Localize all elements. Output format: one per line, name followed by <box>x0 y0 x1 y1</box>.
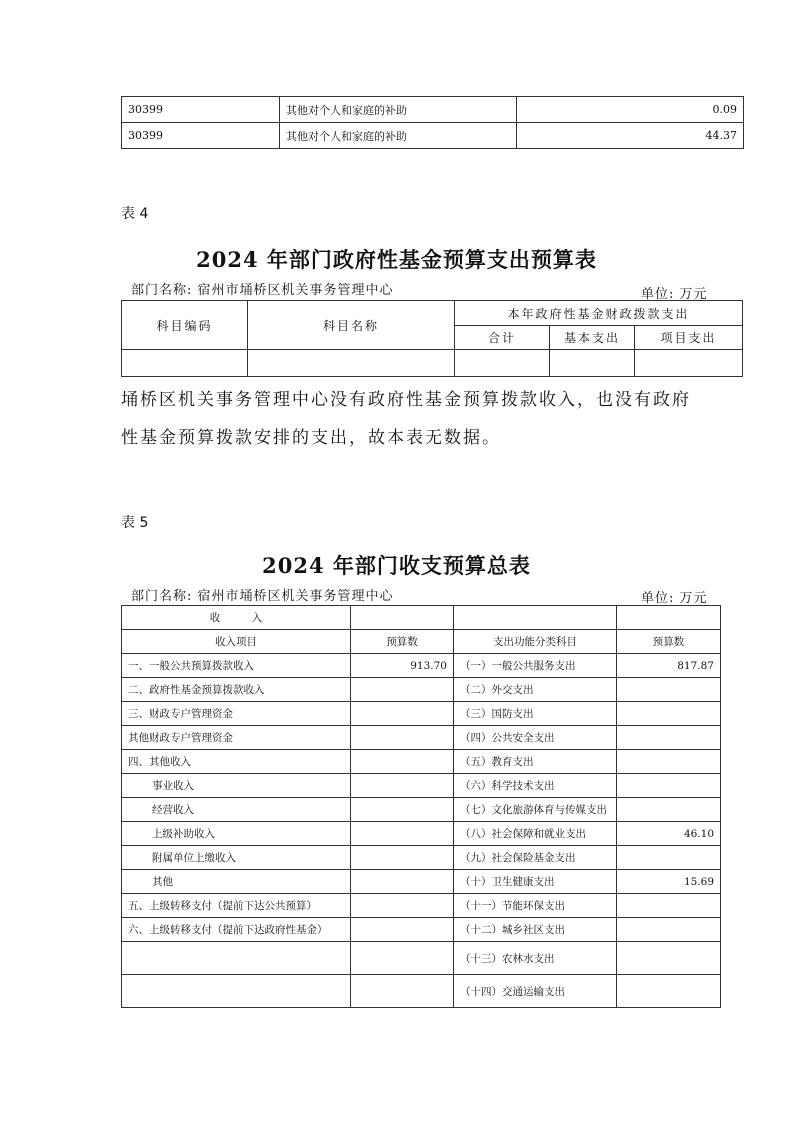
table-row <box>122 870 721 894</box>
table5-title: 2024 年部门收支预算总表 <box>262 553 531 578</box>
income-value <box>351 678 454 702</box>
note-line-1: 埇桥区机关事务管理中心没有政府性基金预算拨款收入，也没有政府 <box>121 390 691 410</box>
table4-label: 表 4 <box>121 206 149 222</box>
expense-value: 46.10 <box>617 822 721 846</box>
table5-dept-label: 部门名称: 宿州市埇桥区机关事务管理中心 <box>131 589 394 604</box>
col-header-expense-item: 支出功能分类科目 <box>454 630 617 654</box>
expense-item: （八）社会保障和就业支出 <box>454 822 617 846</box>
income-value <box>351 702 454 726</box>
table-row <box>122 846 721 870</box>
table-row <box>122 123 744 149</box>
empty-cell <box>550 350 635 377</box>
income-item: 事业收入 <box>122 774 351 798</box>
col-header-basic: 基本支出 <box>550 326 635 350</box>
income-value <box>351 798 454 822</box>
expense-item: （七）文化旅游体育与传媒支出 <box>454 798 617 822</box>
table5-unit-label: 单位: 万元 <box>641 591 708 606</box>
table-row <box>122 774 721 798</box>
empty-cell <box>122 350 248 377</box>
expense-item: （五）教育支出 <box>454 750 617 774</box>
empty-cell <box>351 606 454 630</box>
expense-value <box>617 942 721 975</box>
amount-cell: 44.37 <box>517 123 744 149</box>
income-value <box>351 846 454 870</box>
table4-dept-label: 部门名称: 宿州市埇桥区机关事务管理中心 <box>131 283 394 298</box>
income-value <box>351 918 454 942</box>
income-value <box>351 726 454 750</box>
income-item: 五、上级转移支付（提前下达公共预算） <box>122 894 351 918</box>
income-item: 二、政府性基金预算拨款收入 <box>122 678 351 702</box>
empty-cell <box>248 350 455 377</box>
table-row <box>122 894 721 918</box>
expense-item: （二）外交支出 <box>454 678 617 702</box>
empty-cell <box>635 350 743 377</box>
income-item: 六、上级转移支付（提前下达政府性基金） <box>122 918 351 942</box>
table-row <box>122 726 721 750</box>
income-item <box>122 975 351 1008</box>
table-row <box>122 942 721 975</box>
expense-value <box>617 798 721 822</box>
col-header-income-item: 收入项目 <box>122 630 351 654</box>
expense-item: （六）科学技术支出 <box>454 774 617 798</box>
table4-unit-label: 单位: 万元 <box>641 287 708 302</box>
income-item: 一、一般公共预算拨款收入 <box>122 654 351 678</box>
amount-cell: 0.09 <box>517 97 744 123</box>
table-row <box>122 822 721 846</box>
income-item: 附属单位上缴收入 <box>122 846 351 870</box>
note-line-2: 性基金预算拨款安排的支出，故本表无数据。 <box>121 428 501 448</box>
expense-detail-table <box>121 96 744 149</box>
income-item: 三、财政专户管理资金 <box>122 702 351 726</box>
col-header-total: 合计 <box>455 326 550 350</box>
expense-item: （十）卫生健康支出 <box>454 870 617 894</box>
expense-value <box>617 975 721 1008</box>
expense-item: （三）国防支出 <box>454 702 617 726</box>
empty-cell <box>454 606 617 630</box>
income-item: 经营收入 <box>122 798 351 822</box>
col-header-expense-budget: 预算数 <box>617 630 721 654</box>
table-row <box>122 654 721 678</box>
expense-value <box>617 774 721 798</box>
income-value: 913.70 <box>351 654 454 678</box>
col-header-code: 科目编码 <box>122 301 248 350</box>
expense-value <box>617 846 721 870</box>
expense-item: （四）公共安全支出 <box>454 726 617 750</box>
subject-name-cell: 其他对个人和家庭的补助 <box>280 123 517 149</box>
expense-item: （十四）交通运输支出 <box>454 975 617 1008</box>
empty-cell <box>617 606 721 630</box>
expense-value <box>617 702 721 726</box>
income-item: 其他 <box>122 870 351 894</box>
expense-item: （十二）城乡社区支出 <box>454 918 617 942</box>
table-row <box>122 975 721 1008</box>
income-item: 其他财政专户管理资金 <box>122 726 351 750</box>
gov-fund-expense-table <box>121 300 743 377</box>
table-row <box>122 918 721 942</box>
col-header-income-budget: 预算数 <box>351 630 454 654</box>
expense-value <box>617 894 721 918</box>
col-header-name: 科目名称 <box>248 301 455 350</box>
expense-item: （十一）节能环保支出 <box>454 894 617 918</box>
table-row <box>122 678 721 702</box>
table-row <box>122 702 721 726</box>
income-value <box>351 870 454 894</box>
income-item: 四、其他收入 <box>122 750 351 774</box>
expense-value <box>617 678 721 702</box>
expense-item: （十三）农林水支出 <box>454 942 617 975</box>
col-header-group: 本年政府性基金财政拨款支出 <box>455 301 743 326</box>
income-value <box>351 822 454 846</box>
subject-name-cell: 其他对个人和家庭的补助 <box>280 97 517 123</box>
income-value <box>351 942 454 975</box>
table-row <box>122 97 744 123</box>
table4-note <box>121 381 741 457</box>
income-item <box>122 942 351 975</box>
col-header-project: 项目支出 <box>635 326 743 350</box>
expense-value: 817.87 <box>617 654 721 678</box>
income-value <box>351 894 454 918</box>
table-row <box>122 750 721 774</box>
expense-item: （九）社会保险基金支出 <box>454 846 617 870</box>
table4-title: 2024 年部门政府性基金预算支出预算表 <box>196 247 597 272</box>
table-row <box>122 798 721 822</box>
table-row <box>122 350 743 377</box>
budget-summary-table <box>121 605 721 1008</box>
income-value <box>351 750 454 774</box>
expense-value <box>617 750 721 774</box>
income-value <box>351 975 454 1008</box>
expense-value <box>617 918 721 942</box>
income-value <box>351 774 454 798</box>
income-section-header: 收 入 <box>122 606 351 630</box>
expense-item: （一）一般公共服务支出 <box>454 654 617 678</box>
income-item: 上级补助收入 <box>122 822 351 846</box>
empty-cell <box>455 350 550 377</box>
subject-code-cell: 30399 <box>122 123 280 149</box>
subject-code-cell: 30399 <box>122 97 280 123</box>
table5-label: 表 5 <box>121 515 149 531</box>
expense-value: 15.69 <box>617 870 721 894</box>
expense-value <box>617 726 721 750</box>
